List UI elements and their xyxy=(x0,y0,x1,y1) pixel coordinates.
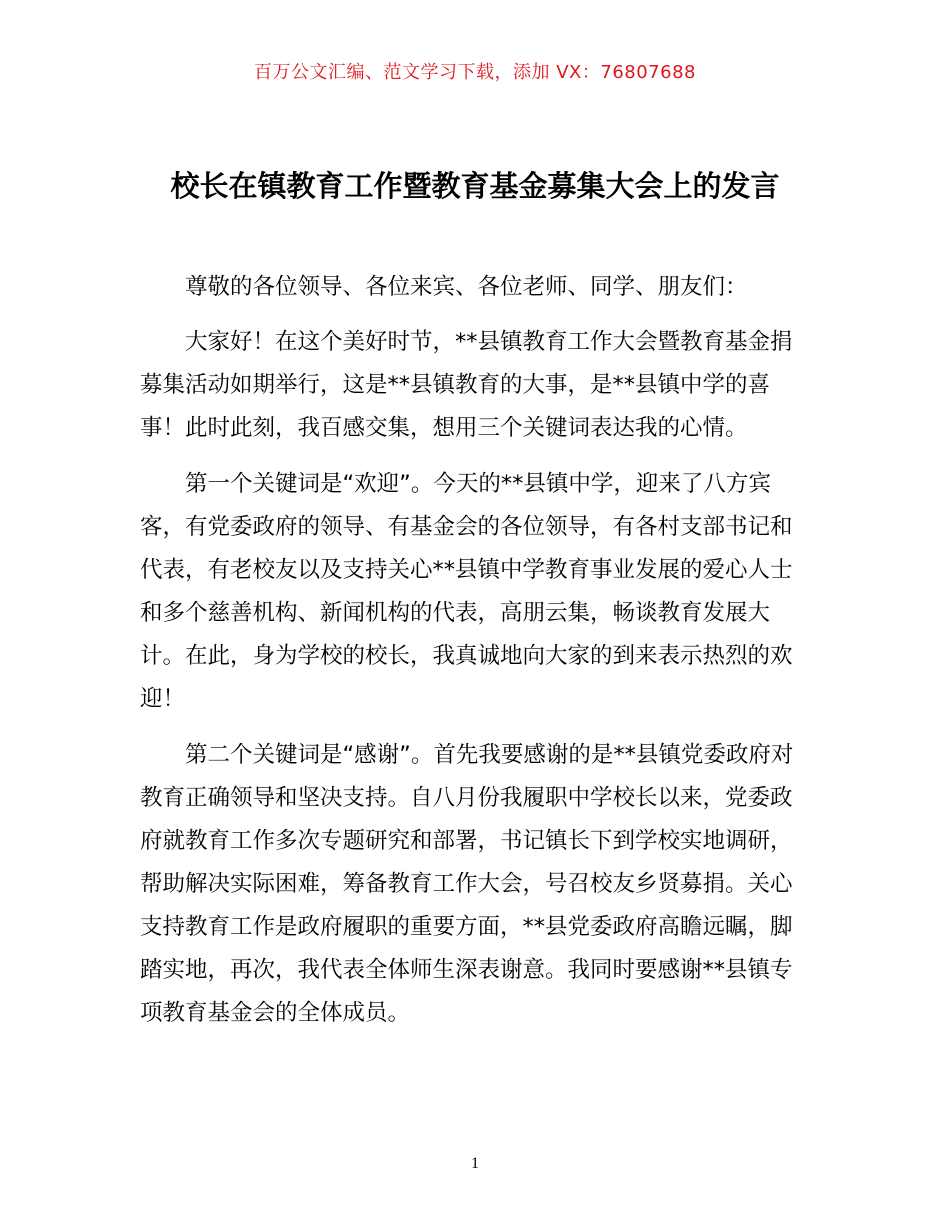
document-title: 校长在镇教育工作暨教育基金募集大会上的发言 xyxy=(170,169,780,203)
watermark-header: 百万公文汇编、范文学习下载，添加 VX：76807688 xyxy=(254,62,696,83)
paragraph-welcome: 第一个关键词是“欢迎”。今天的**县镇中学，迎来了八方宾客，有党委政府的领导、有基金会的各位领导，有各村支部书记和代表，有老校友以及支持关心**县镇中学教育事业发展的爱心人士和多个慈善机构、新闻机构的代表，高朋云集，畅谈教育发展大计。在此，身为学校的校长，我真诚地向大家的到来表示热烈的欢迎！ xyxy=(140,471,793,712)
document-body xyxy=(140,266,812,1048)
page-number: 1 xyxy=(471,1155,479,1172)
paragraph-greeting: 大家好！在这个美好时节，**县镇教育工作大会暨教育基金捐募集活动如期举行，这是**县镇教育的大事，是**县镇中学的喜事！此时此刻，我百感交集，想用三个关键词表达我的心情。 xyxy=(140,329,793,441)
paragraph-thanks: 第二个关键词是“感谢”。首先我要感谢的是**县镇党委政府对教育正确领导和坚决支持。自八月份我履职中学校长以来，党委政府就教育工作多次专题研究和部署，书记镇长下到学校实地调研，帮助解决实际困难，筹备教育工作大会，号召校友乡贤募捐。关心支持教育工作是政府履职的重要方面，**县党委政府高瞻远瞩，脚踏实地，再次，我代表全体师生深表谢意。我同时要感谢**县镇专项教育基金会的全体成员。 xyxy=(140,742,794,1026)
paragraph-salutation: 尊敬的各位领导、各位来宾、各位老师、同学、朋友们： xyxy=(185,274,748,300)
